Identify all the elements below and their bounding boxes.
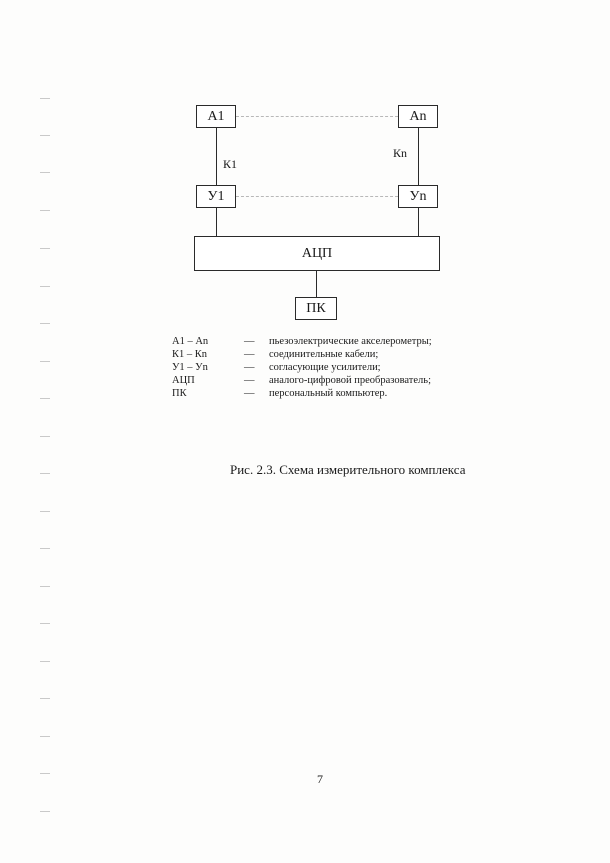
legend-description: пьезоэлектрические акселерометры; xyxy=(269,336,432,347)
margin-mark xyxy=(40,398,50,399)
sensor-an-label: Аn xyxy=(409,108,427,124)
legend-description: аналого-цифровой преобразователь; xyxy=(269,375,432,386)
margin-mark xyxy=(40,436,50,437)
legend-key: У1 – Уn xyxy=(172,362,208,373)
amplifiern-adc-line xyxy=(418,207,419,237)
cable-k1-label: К1 xyxy=(223,157,238,171)
legend-description: соединительные кабели; xyxy=(269,349,379,360)
margin-mark xyxy=(40,172,50,173)
margin-mark xyxy=(40,661,50,662)
legend-dash: — xyxy=(244,349,255,360)
dashed-connector-sensors xyxy=(236,116,398,117)
legend-dash: — xyxy=(244,336,255,347)
margin-mark xyxy=(40,811,50,812)
cable-kn-label: Кn xyxy=(393,146,408,160)
margin-mark xyxy=(40,773,50,774)
adc-label: АЦП xyxy=(301,245,333,261)
pc-label: ПК xyxy=(306,300,326,316)
sensor-an-block xyxy=(398,105,438,128)
amplifier1-adc-line xyxy=(216,207,217,237)
page-number: 7 xyxy=(317,772,323,786)
amplifier-u1-block xyxy=(196,185,236,208)
margin-mark xyxy=(40,98,50,99)
amplifier-un-block xyxy=(398,185,438,208)
adc-block xyxy=(194,236,440,271)
legend-key: К1 – Кn xyxy=(172,349,208,360)
cable-k1-line xyxy=(216,127,217,185)
margin-mark xyxy=(40,248,50,249)
pc-block xyxy=(295,297,337,320)
legend-key: А1 – Аn xyxy=(172,336,209,347)
amplifier-un-label: Уn xyxy=(409,188,427,204)
margin-mark xyxy=(40,210,50,211)
margin-mark xyxy=(40,548,50,549)
margin-mark xyxy=(40,511,50,512)
sensor-a1-label: А1 xyxy=(207,108,225,124)
legend-description: согласующие усилители; xyxy=(269,362,381,373)
margin-mark xyxy=(40,323,50,324)
margin-mark xyxy=(40,698,50,699)
legend-dash: — xyxy=(244,375,255,386)
margin-mark xyxy=(40,623,50,624)
amplifier-u1-label: У1 xyxy=(207,188,225,204)
margin-mark xyxy=(40,361,50,362)
legend-dash: — xyxy=(244,362,255,373)
margin-mark xyxy=(40,736,50,737)
dashed-connector-amplifiers xyxy=(236,196,398,197)
legend-description: персональный компьютер. xyxy=(269,388,388,399)
margin-mark xyxy=(40,135,50,136)
margin-mark xyxy=(40,286,50,287)
margin-mark xyxy=(40,473,50,474)
adc-pc-line xyxy=(316,270,317,297)
legend-key: ПК xyxy=(172,388,187,399)
figure-caption: Рис. 2.3. Схема измерительного комплекса xyxy=(230,462,466,477)
legend-dash: — xyxy=(244,388,255,399)
sensor-a1-block xyxy=(196,105,236,128)
cable-kn-line xyxy=(418,127,419,185)
legend-key: АЦП xyxy=(172,375,195,386)
margin-mark xyxy=(40,586,50,587)
